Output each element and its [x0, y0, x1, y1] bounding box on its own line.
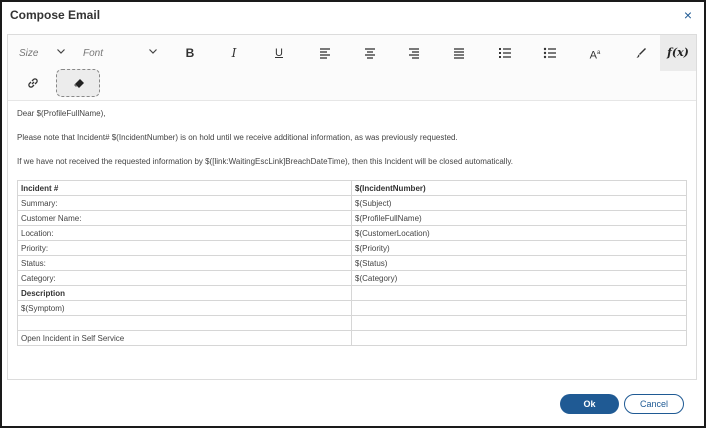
editor-toolbar [8, 35, 696, 101]
dialog-title: Compose Email [10, 8, 101, 22]
table-cell-label [18, 316, 352, 331]
table-cell-label: Priority: [18, 241, 352, 256]
align-center-icon[interactable] [362, 45, 378, 61]
table-cell-label: Customer Name: [18, 211, 352, 226]
table-row [18, 286, 687, 301]
align-left-icon[interactable] [317, 45, 333, 61]
table-cell-value: $(Priority) [352, 241, 687, 256]
table-row [18, 211, 687, 226]
align-justify-icon[interactable] [451, 45, 467, 61]
function-icon[interactable]: f(x) [660, 35, 696, 71]
align-right-icon[interactable] [406, 45, 422, 61]
table-cell-value: $(IncidentNumber) [352, 181, 687, 196]
table-row [18, 256, 687, 271]
table-row [18, 181, 687, 196]
font-size-label: A [589, 49, 597, 62]
table-cell-label: Location: [18, 226, 352, 241]
table-cell-value: $(Status) [352, 256, 687, 271]
table-row [18, 316, 687, 331]
table-cell-value: $(ProfileFullName) [352, 211, 687, 226]
table-cell-value: $(CustomerLocation) [352, 226, 687, 241]
chevron-down-icon[interactable] [55, 46, 67, 60]
eraser-icon[interactable] [56, 69, 100, 97]
table-row [18, 301, 687, 316]
chevron-down-icon[interactable] [147, 46, 159, 60]
bold-button[interactable]: B [185, 46, 195, 60]
greeting-text: Dear $(ProfileFullName), [17, 109, 106, 118]
cancel-button[interactable]: Cancel [624, 394, 684, 414]
brush-icon[interactable] [633, 45, 649, 61]
table-row [18, 241, 687, 256]
body-paragraph: Please note that Incident# $(IncidentNumber) is on hold until we receive additional information, as was previously requested. [17, 133, 458, 142]
ok-button[interactable]: Ok [560, 394, 619, 414]
table-cell-label: Summary: [18, 196, 352, 211]
font-size-icon[interactable]: $A^a$ [589, 49, 601, 62]
email-editor[interactable] [7, 34, 697, 380]
incident-table [17, 180, 687, 346]
table-cell-value [352, 301, 687, 316]
size-select[interactable]: Size [19, 48, 39, 59]
table-row [18, 271, 687, 286]
table-cell-value [352, 316, 687, 331]
table-row [18, 331, 687, 346]
table-cell-label: Category: [18, 271, 352, 286]
underline-button[interactable]: U [275, 47, 283, 59]
table-cell-value: $(Subject) [352, 196, 687, 211]
table-cell-label: $(Symptom) [18, 301, 352, 316]
table-cell-value [352, 331, 687, 346]
close-icon[interactable]: × [683, 7, 693, 23]
bullet-list-icon[interactable] [542, 45, 558, 61]
body-paragraph: If we have not received the requested information by $([link:WaitingEscLink]BreachDateTime), then this Incident will be closed automatically. [17, 157, 513, 166]
table-cell-label: Incident # [18, 181, 352, 196]
table-cell-value [352, 286, 687, 301]
table-cell-label: Status: [18, 256, 352, 271]
table-cell-label: Description [18, 286, 352, 301]
table-row [18, 196, 687, 211]
ordered-list-icon[interactable] [497, 45, 513, 61]
italic-button[interactable]: I [231, 46, 237, 60]
font-select[interactable]: Font [83, 48, 104, 59]
table-cell-value: $(Category) [352, 271, 687, 286]
link-icon[interactable] [26, 76, 40, 90]
table-cell-label: Open Incident in Self Service [18, 331, 352, 346]
table-row [18, 226, 687, 241]
